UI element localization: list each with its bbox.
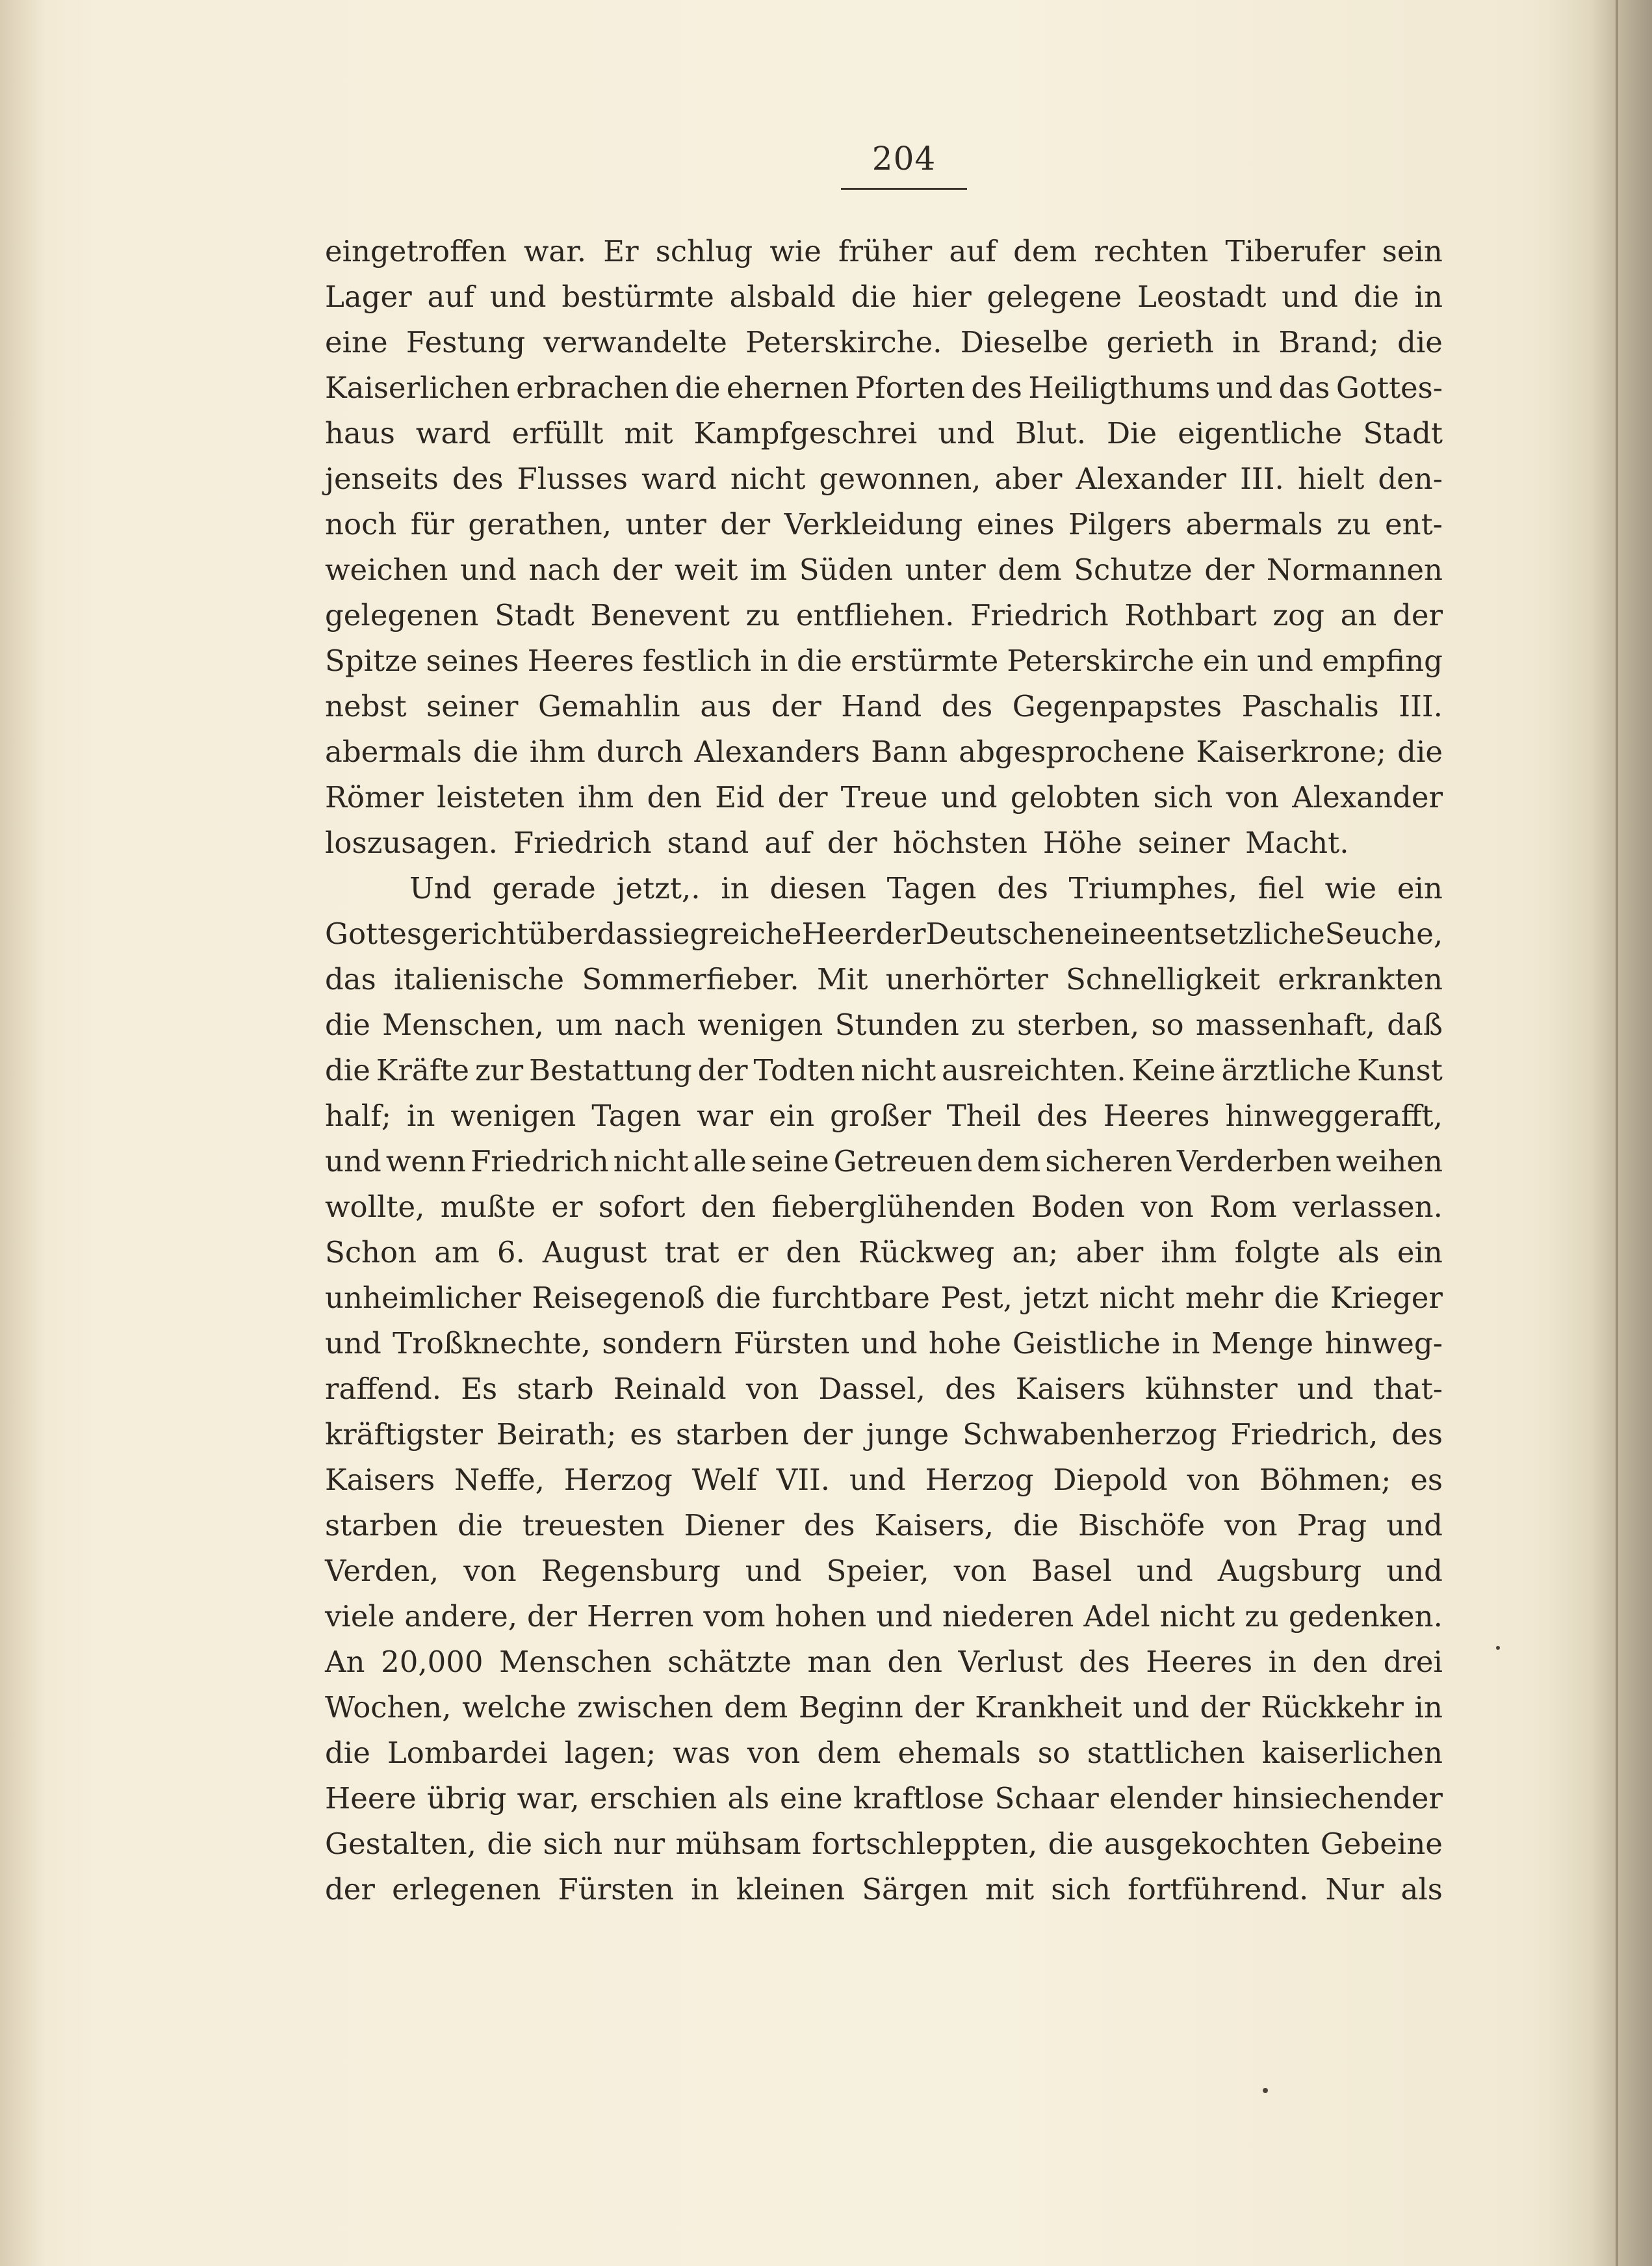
text-line: half; in wenigen Tagen war ein großer Theil des Heeres hinweggerafft, xyxy=(325,1099,1443,1133)
text-line: loszusagen. Friedrich stand auf der höchsten Höhe seiner Macht. xyxy=(325,826,1349,860)
text-line: Und gerade jetzt,. in diesen Tagen des Triumphes, fiel wie ein xyxy=(409,871,1443,905)
text-line: das italienische Sommerfieber. Mit unerhörter Schnelligkeit erkrankten xyxy=(325,962,1443,996)
text-line: nebst seiner Gemahlin aus der Hand des Gegenpapstes Paschalis III. xyxy=(325,689,1443,723)
text-line: haus ward erfüllt mit Kampfgeschrei und Blut. Die eigentliche Stadt xyxy=(325,416,1443,450)
page-edge-shadow xyxy=(1548,0,1652,2266)
gutter-shadow xyxy=(0,0,45,2266)
text-line: raffend. Es starb Reinald von Dassel, des Kaisers kühnster und that- xyxy=(325,1372,1443,1406)
text-line: starben die treuesten Diener des Kaisers, die Bischöfe von Prag und xyxy=(325,1508,1443,1543)
text-line: eingetroffen war. Er schlug wie früher auf dem rechten Tiberufer sein xyxy=(325,234,1443,268)
page-edge-line xyxy=(1616,0,1618,2266)
page-number: 204 xyxy=(871,140,936,177)
text-line: die Kräfte zur Bestattung der Todten nicht ausreichten. Keine ärztliche Kunst xyxy=(325,1053,1443,1087)
text-line: der erlegenen Fürsten in kleinen Särgen mit sich fortführend. Nur als xyxy=(325,1872,1443,1907)
text-line: viele andere, der Herren vom hohen und niederen Adel nicht zu gedenken. xyxy=(325,1599,1443,1634)
text-line: kräftigster Beirath; es starben der junge Schwabenherzog Friedrich, des xyxy=(325,1417,1443,1452)
text-line: Kaisers Neffe, Herzog Welf VII. und Herzog Diepold von Böhmen; es xyxy=(325,1463,1443,1497)
text-line: und Troßknechte, sondern Fürsten und hohe Geistliche in Menge hinweg- xyxy=(325,1326,1443,1361)
text-line: Spitze seines Heeres festlich in die erstürmte Peterskirche ein und empfing xyxy=(325,644,1443,678)
ink-speck xyxy=(1263,2088,1268,2093)
text-line: eine Festung verwandelte Peterskirche. Dieselbe gerieth in Brand; die xyxy=(325,325,1443,359)
text-line: die Lombardei lagen; was von dem ehemals so stattlichen kaiserlichen xyxy=(325,1736,1443,1770)
text-line: unheimlicher Reisegenoß die furchtbare Pest, jetzt nicht mehr die Krieger xyxy=(325,1281,1443,1315)
text-line: Schon am 6. August trat er den Rückweg an; aber ihm folgte als ein xyxy=(325,1235,1443,1270)
text-line: Lager auf und bestürmte alsbald die hier gelegene Leostadt und die in xyxy=(325,280,1443,314)
text-line: Verden, von Regensburg und Speier, von Basel und Augsburg und xyxy=(325,1554,1443,1588)
text-line: noch für gerathen, unter der Verkleidung eines Pilgers abermals zu ent- xyxy=(325,507,1443,541)
text-line: die Menschen, um nach wenigen Stunden zu sterben, so massenhaft, daß xyxy=(325,1008,1443,1042)
text-line: Kaiserlichen erbrachen die ehernen Pforten des Heiligthums und das Gottes- xyxy=(325,371,1443,405)
text-line: jenseits des Flusses ward nicht gewonnen, aber Alexander III. hielt den- xyxy=(325,462,1443,496)
text-line: weichen und nach der weit im Süden unter dem Schutze der Normannen xyxy=(325,553,1443,587)
text-line: wollte, mußte er sofort den fieberglühenden Boden von Rom verlassen. xyxy=(325,1190,1443,1224)
ink-speck xyxy=(1496,1646,1500,1650)
text-line: abermals die ihm durch Alexanders Bann abgesprochene Kaiserkrone; die xyxy=(325,735,1443,769)
text-line: An 20,000 Menschen schätzte man den Verlust des Heeres in den drei xyxy=(325,1645,1443,1679)
header-rule xyxy=(841,188,967,190)
text-line: und wenn Friedrich nicht alle seine Getreuen dem sicheren Verderben weihen xyxy=(325,1144,1443,1179)
text-line: Heere übrig war, erschien als eine kraftlose Schaar elender hinsiechender xyxy=(325,1781,1443,1816)
text-line: Gestalten, die sich nur mühsam fortschleppten, die ausgekochten Gebeine xyxy=(325,1827,1443,1861)
text-line: Wochen, welche zwischen dem Beginn der Krankheit und der Rückkehr in xyxy=(325,1690,1443,1725)
text-line: Römer leisteten ihm den Eid der Treue und gelobten sich von Alexander xyxy=(325,780,1443,814)
text-line: gelegenen Stadt Benevent zu entfliehen. Friedrich Rothbart zog an der xyxy=(325,598,1443,632)
body-text xyxy=(325,229,1443,1912)
text-line: Gottesgericht über das siegreiche Heer der Deutschen eine entsetzliche Seuche, xyxy=(325,917,1443,951)
